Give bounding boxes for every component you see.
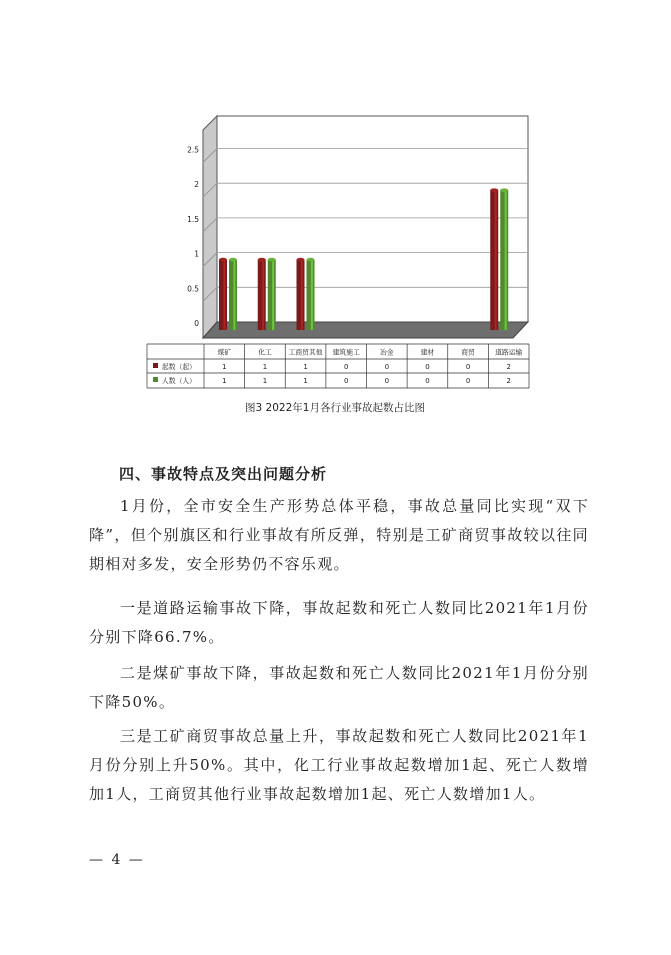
- bar-cap: [500, 188, 508, 192]
- table-value: 0: [384, 363, 390, 371]
- paragraph-road-transport: 一是道路运输事故下降，事故起数和死亡人数同比2021年1月份分别下降66.7%。: [89, 599, 589, 646]
- legend-label: 人数（人）: [162, 377, 196, 385]
- bar-cap: [229, 258, 237, 262]
- chart-left-wall: [203, 116, 217, 338]
- paragraph-industry-trade: 三是工矿商贸事故总量上升，事故起数和死亡人数同比2021年1月份分别上升50%。其中，化工行业事故起数增加1起、死亡人数增加1人，工商贸其他行业事故起数增加1起、死亡人数增加1人。: [89, 727, 589, 803]
- bar-cap: [307, 258, 315, 262]
- table-value: 1: [303, 363, 308, 371]
- table-value: 1: [222, 363, 227, 371]
- bar-highlight: [262, 260, 264, 330]
- chart-floor: [203, 322, 528, 338]
- legend-swatch: [153, 377, 158, 382]
- category-label: 建筑施工: [332, 348, 360, 357]
- category-label: 工商贸其他: [288, 348, 323, 357]
- table-value: 0: [465, 377, 471, 385]
- bar-cap: [258, 258, 266, 262]
- category-label: 煤矿: [217, 348, 232, 357]
- table-value: 0: [343, 363, 349, 371]
- y-tick-label: 0: [194, 319, 199, 328]
- bar-deaths: [229, 260, 237, 330]
- bar-count: [490, 190, 498, 330]
- bar-highlight: [311, 260, 313, 330]
- bar-cap: [490, 188, 498, 192]
- bar-count: [258, 260, 266, 330]
- accident-chart: [0, 0, 671, 430]
- category-label: 冶金: [380, 348, 394, 357]
- bar-deaths: [268, 260, 276, 330]
- table-value: 0: [343, 377, 349, 385]
- table-value: 0: [465, 363, 471, 371]
- table-value: 1: [222, 377, 227, 385]
- category-label: 建材: [420, 348, 435, 357]
- bar-deaths: [500, 190, 508, 330]
- y-tick-label: 0.5: [187, 284, 199, 294]
- bar-deaths: [307, 260, 315, 330]
- bar-cap: [297, 258, 305, 262]
- table-value: 0: [425, 377, 430, 385]
- table-value: 0: [425, 363, 430, 371]
- table-value: 2: [506, 363, 511, 371]
- bar-highlight: [272, 260, 274, 330]
- y-tick-label: 1: [194, 249, 199, 259]
- table-value: 2: [506, 377, 511, 385]
- section-heading: 四、事故特点及突出问题分析: [119, 465, 328, 483]
- bar-highlight: [505, 190, 507, 330]
- bar-cap: [268, 258, 276, 262]
- paragraph-coal-mine: 二是煤矿事故下降，事故起数和死亡人数同比2021年1月份分别下降50%。: [89, 664, 589, 711]
- bar-highlight: [301, 260, 303, 330]
- bar-highlight: [223, 260, 225, 330]
- category-label: 商贸: [461, 348, 475, 357]
- bar-cap: [219, 258, 227, 262]
- bar-highlight: [495, 190, 497, 330]
- table-value: 1: [303, 377, 308, 385]
- chart-caption: 图3 2022年1月各行业事故起数占比图: [245, 402, 425, 414]
- category-label: 道路运输: [495, 348, 523, 357]
- bar-count: [219, 260, 227, 330]
- legend-label: 起数（起）: [162, 363, 196, 371]
- bar-highlight: [233, 260, 235, 330]
- table-value: 1: [262, 377, 268, 385]
- table-value: 1: [262, 363, 268, 371]
- bar-count: [297, 260, 305, 330]
- page-number: — 4 —: [89, 852, 145, 868]
- table-value: 0: [384, 377, 390, 385]
- y-tick-label: 1.5: [187, 214, 199, 224]
- category-label: 化工: [258, 348, 272, 357]
- y-tick-label: 2.5: [187, 145, 199, 155]
- legend-swatch: [153, 363, 158, 368]
- paragraph-summary: 1月份，全市安全生产形势总体平稳，事故总量同比实现“双下降”，但个别旗区和行业事故有所反弹，特别是工矿商贸事故较以往同期相对多发，安全形势仍不容乐观。: [89, 497, 589, 573]
- y-tick-label: 2: [194, 180, 199, 190]
